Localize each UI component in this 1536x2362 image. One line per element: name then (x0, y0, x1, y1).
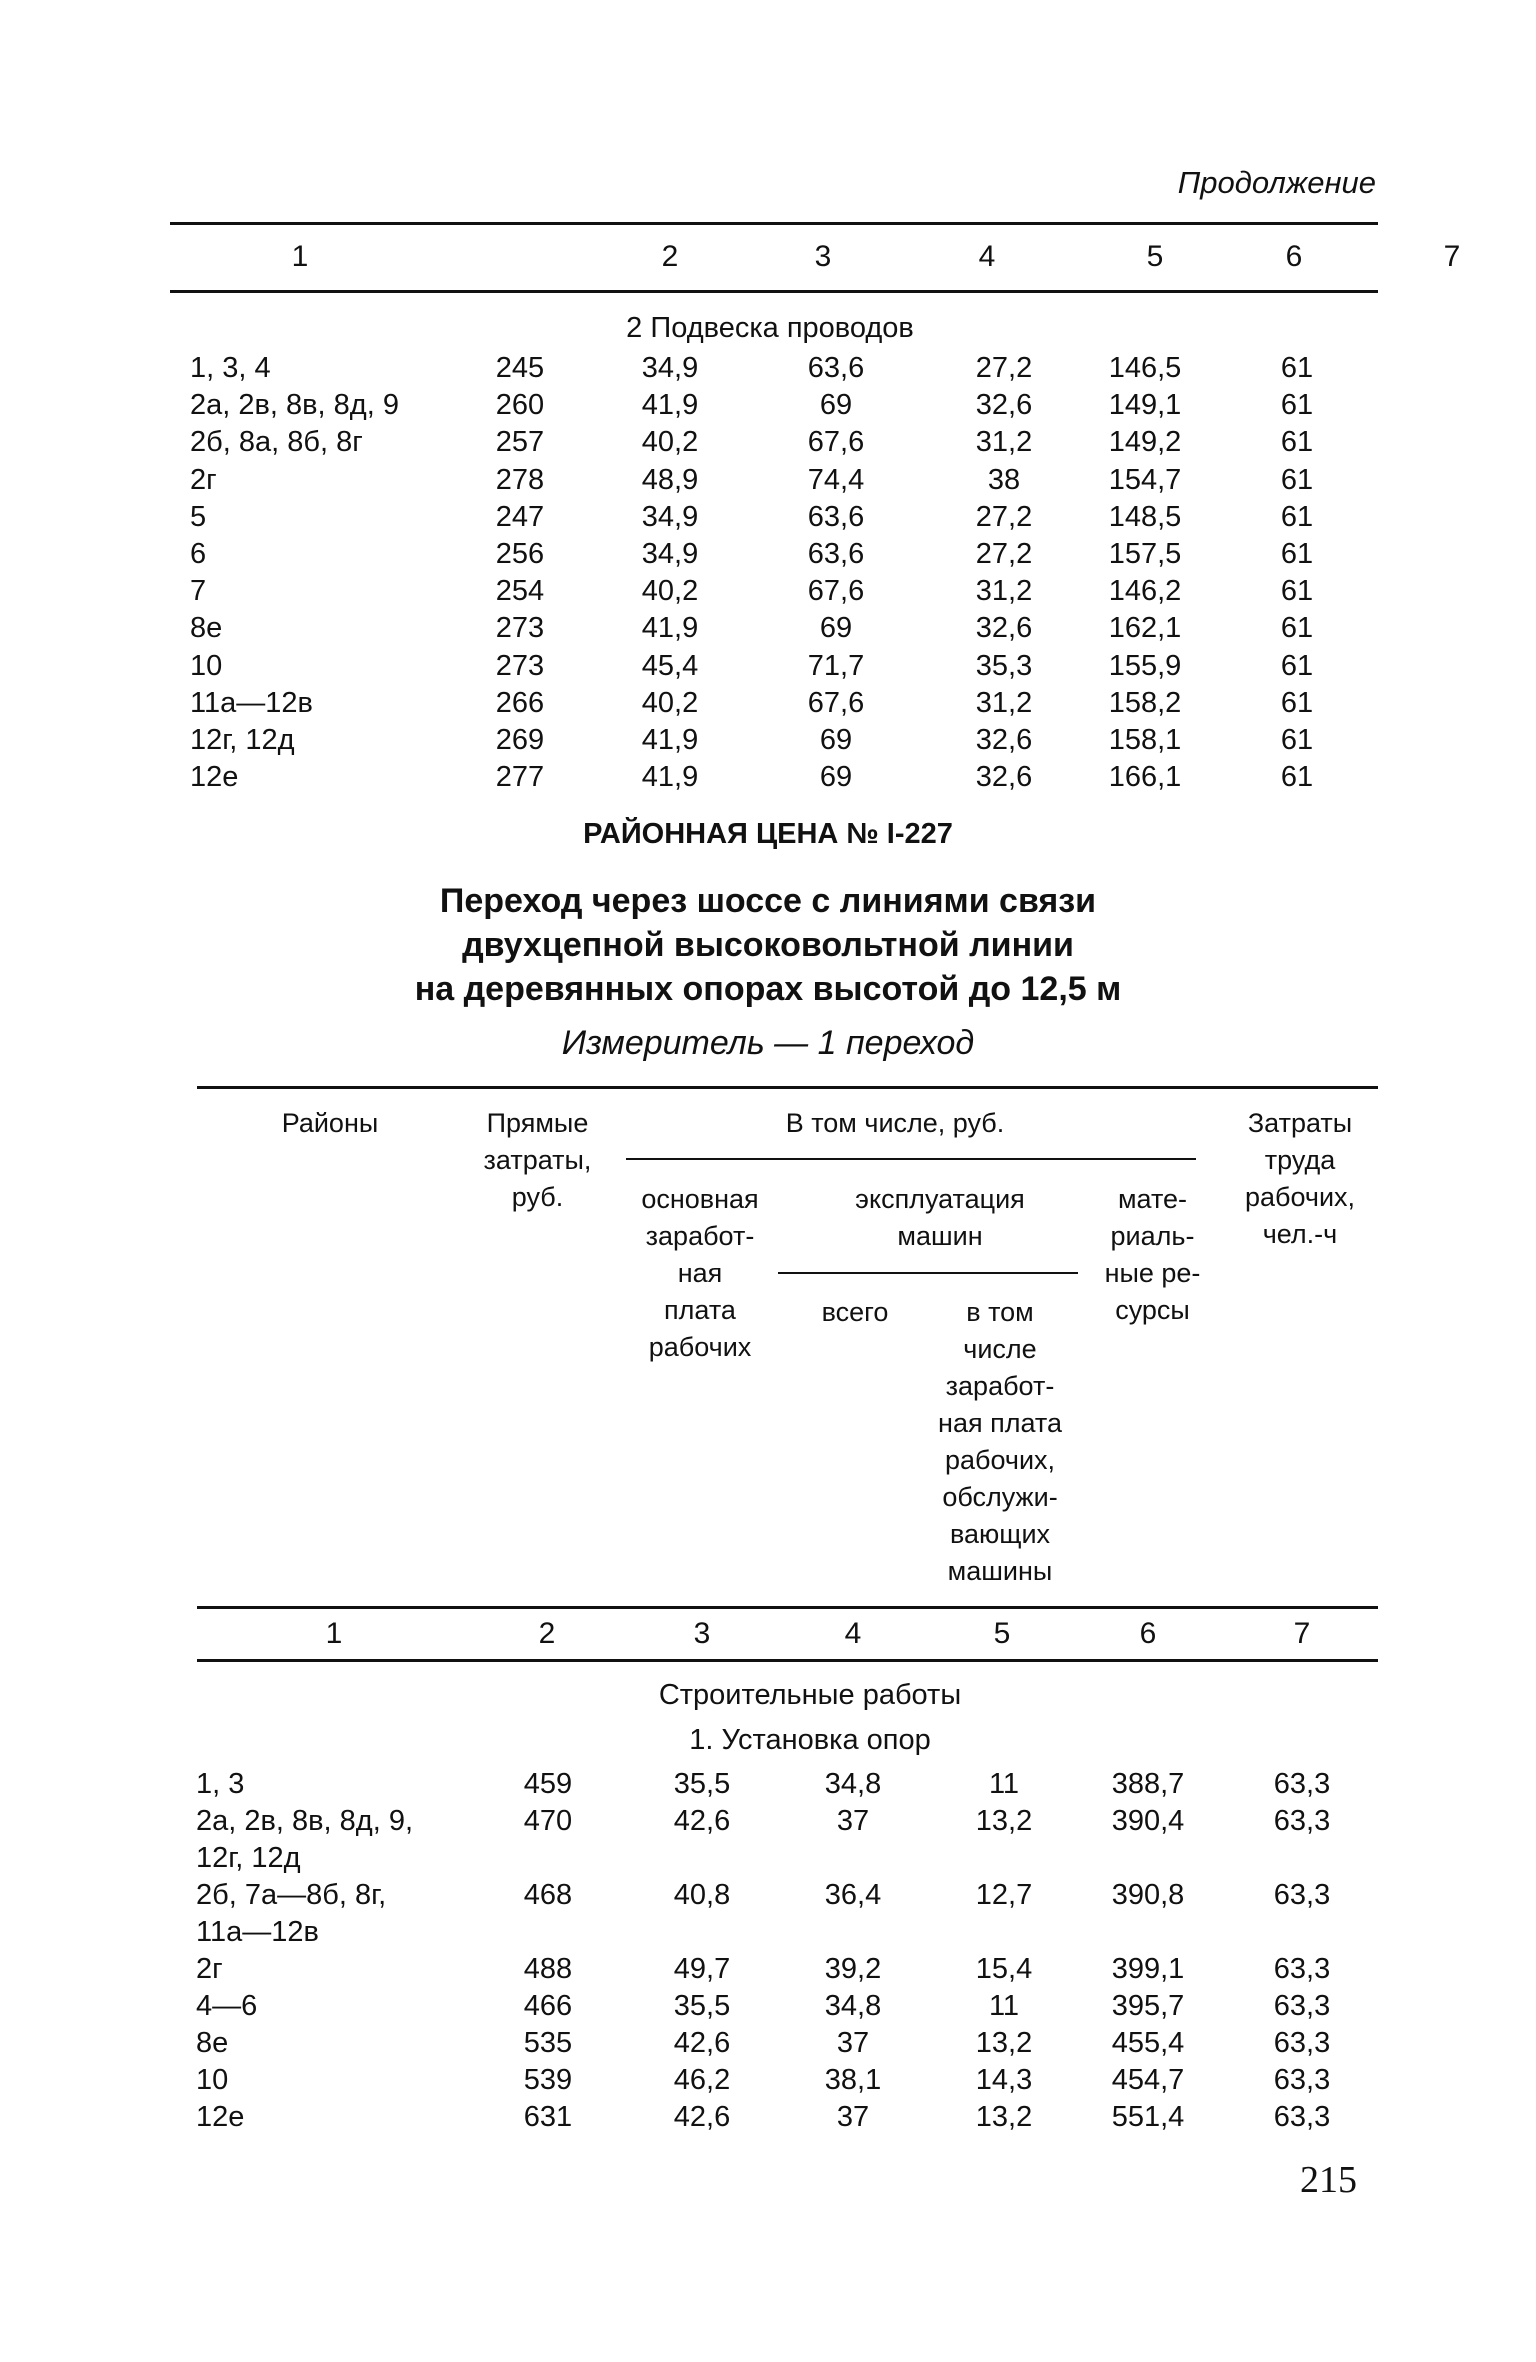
value-cell: 46,2 (673, 2064, 731, 2096)
value-cell: 146,2 (1108, 575, 1182, 608)
value-cell: 32,6 (975, 761, 1033, 794)
value-cell: 63,3 (1273, 1879, 1331, 1911)
column-number: 3 (693, 1617, 711, 1650)
column-number: 7 (1293, 1617, 1311, 1650)
value-cell: 539 (523, 2064, 573, 2096)
value-cell: 74,4 (807, 463, 865, 496)
region-cell: 12г, 12д (196, 1842, 301, 1874)
region-cell: 2а, 2в, 8в, 8д, 9 (190, 389, 399, 422)
value-cell: 14,3 (975, 2064, 1033, 2096)
value-cell: 37 (836, 2101, 870, 2133)
region-cell: 12е (190, 761, 239, 794)
header-labor: Затраты труда рабочих, чел.-ч (1244, 1108, 1356, 1249)
value-cell: 35,3 (975, 649, 1033, 682)
region-cell: 1, 3, 4 (190, 352, 271, 384)
value-cell: 470 (523, 1805, 573, 1837)
header-materials: мате- риаль- ные ре- сурсы (1104, 1184, 1201, 1325)
table-row (0, 536, 1536, 573)
table-row (0, 1951, 1536, 1988)
value-cell: 390,8 (1111, 1879, 1185, 1911)
header-incl-wage: в том числе заработ- ная плата рабочих, обслужи- вающих машины (938, 1297, 1062, 1586)
value-cell: 63,3 (1273, 2064, 1331, 2096)
value-cell: 631 (523, 2101, 573, 2133)
top-rule (170, 222, 1378, 225)
value-cell: 71,7 (807, 649, 865, 682)
value-cell: 535 (523, 2027, 573, 2059)
table-row (0, 685, 1536, 722)
region-cell: 5 (190, 500, 207, 533)
value-cell: 466 (523, 1990, 573, 2022)
region-cell: 10 (190, 649, 223, 682)
value-cell: 39,2 (824, 1953, 882, 1985)
value-cell: 27,2 (975, 538, 1033, 570)
value-cell: 63,6 (807, 352, 865, 384)
table-row (0, 2099, 1536, 2136)
region-cell: 11а—12в (190, 686, 313, 719)
value-cell: 61 (1280, 426, 1314, 459)
value-cell: 31,2 (975, 686, 1033, 719)
value-cell: 11 (988, 1768, 1020, 1800)
value-cell: 459 (523, 1768, 573, 1800)
value-cell: 388,7 (1111, 1768, 1185, 1800)
value-cell: 146,5 (1108, 352, 1182, 384)
table-row (0, 387, 1536, 424)
value-cell: 266 (495, 686, 545, 719)
column-number: 3 (814, 240, 832, 273)
section-subheading: 2 Подвеска проводов (626, 312, 914, 344)
table-row (0, 2025, 1536, 2062)
region-cell: 2г (190, 463, 217, 496)
value-cell: 63,3 (1273, 1805, 1331, 1837)
region-cell: 6 (190, 538, 207, 570)
value-cell: 63,3 (1273, 2027, 1331, 2059)
value-cell: 61 (1280, 649, 1314, 682)
value-cell: 40,2 (641, 426, 699, 459)
value-cell: 31,2 (975, 426, 1033, 459)
value-cell: 61 (1280, 575, 1314, 608)
region-cell: 8е (196, 2027, 229, 2059)
value-cell: 13,2 (975, 2027, 1033, 2059)
value-cell: 13,2 (975, 1805, 1033, 1837)
price-heading: РАЙОННАЯ ЦЕНА № I-227 (583, 818, 953, 850)
value-cell: 63,6 (807, 538, 865, 570)
value-cell: 154,7 (1108, 463, 1182, 496)
title-line: Переход через шоссе с линиями связи (439, 882, 1097, 920)
header-including: В том числе, руб. (785, 1108, 1005, 1138)
value-cell: 63,3 (1273, 1953, 1331, 1985)
value-cell: 166,1 (1108, 761, 1182, 794)
value-cell: 42,6 (673, 1805, 731, 1837)
value-cell: 42,6 (673, 2027, 731, 2059)
column-number: 1 (325, 1617, 343, 1650)
value-cell: 61 (1280, 761, 1314, 794)
value-cell: 158,1 (1108, 724, 1182, 756)
value-cell: 11 (988, 1990, 1020, 2022)
table-row (0, 759, 1536, 796)
column-number-row-bottom (197, 1617, 1378, 1653)
table-row (0, 648, 1536, 685)
table-row (0, 2062, 1536, 2099)
header-regions: Районы (281, 1108, 379, 1138)
header-direct-costs: Прямые затраты, руб. (483, 1108, 592, 1212)
table-row (0, 722, 1536, 759)
value-cell: 34,9 (641, 352, 699, 384)
table-row (0, 573, 1536, 610)
value-cell: 61 (1280, 463, 1314, 496)
value-cell: 49,7 (673, 1953, 731, 1985)
region-cell: 2г (196, 1953, 223, 1985)
header-main-wage: основная заработ- ная плата рабочих (641, 1184, 759, 1362)
value-cell: 12,7 (975, 1879, 1033, 1911)
column-number-row-top (170, 240, 1461, 276)
value-cell: 15,4 (975, 1953, 1033, 1985)
region-cell: 12г, 12д (190, 724, 295, 756)
value-cell: 69 (819, 389, 853, 422)
value-cell: 32,6 (975, 389, 1033, 422)
header-total: всего (821, 1297, 889, 1327)
value-cell: 273 (495, 649, 545, 682)
header-including-rule (626, 1158, 1196, 1160)
value-cell: 41,9 (641, 389, 699, 422)
table-row (0, 350, 1536, 387)
value-cell: 149,1 (1108, 389, 1182, 422)
section-subheading: 1. Установка опор (689, 1724, 931, 1756)
table-row (0, 1988, 1536, 2025)
column-number-rule (197, 1659, 1378, 1662)
value-cell: 34,9 (641, 500, 699, 533)
region-cell: 12е (196, 2101, 245, 2133)
value-cell: 273 (495, 612, 545, 645)
value-cell: 488 (523, 1953, 573, 1985)
title-line: двухцепной высоковольтной линии (462, 926, 1074, 964)
value-cell: 61 (1280, 352, 1314, 384)
page-number: 215 (1300, 2159, 1357, 2201)
value-cell: 257 (495, 426, 545, 459)
column-number: 5 (1146, 240, 1164, 273)
value-cell: 32,6 (975, 724, 1033, 756)
value-cell: 468 (523, 1879, 573, 1911)
header-bottom-rule (197, 1606, 1378, 1609)
table-row (0, 462, 1536, 499)
value-cell: 63,3 (1273, 1990, 1331, 2022)
column-number: 1 (291, 240, 309, 273)
value-cell: 45,4 (641, 649, 699, 682)
value-cell: 38 (987, 463, 1021, 496)
value-cell: 27,2 (975, 500, 1033, 533)
table-row (0, 1766, 1536, 1803)
value-cell: 63,6 (807, 500, 865, 533)
value-cell: 148,5 (1108, 500, 1182, 533)
value-cell: 390,4 (1111, 1805, 1185, 1837)
value-cell: 454,7 (1111, 2064, 1185, 2096)
value-cell: 278 (495, 463, 545, 496)
value-cell: 40,2 (641, 686, 699, 719)
table-row (0, 610, 1536, 647)
column-number: 6 (1139, 1617, 1157, 1650)
value-cell: 40,2 (641, 575, 699, 608)
value-cell: 395,7 (1111, 1990, 1185, 2022)
value-cell: 69 (819, 761, 853, 794)
value-cell: 34,8 (824, 1990, 882, 2022)
measure-unit: Измеритель — 1 переход (561, 1024, 975, 1062)
value-cell: 31,2 (975, 575, 1033, 608)
region-cell: 8е (190, 612, 223, 645)
value-cell: 247 (495, 500, 545, 533)
table-row (0, 1877, 1536, 1951)
value-cell: 269 (495, 724, 545, 756)
value-cell: 149,2 (1108, 426, 1182, 459)
value-cell: 41,9 (641, 724, 699, 756)
value-cell: 399,1 (1111, 1953, 1185, 1985)
value-cell: 254 (495, 575, 545, 608)
value-cell: 36,4 (824, 1879, 882, 1911)
table-row (0, 1803, 1536, 1877)
region-cell: 10 (196, 2064, 229, 2096)
value-cell: 61 (1280, 389, 1314, 422)
value-cell: 27,2 (975, 352, 1033, 384)
column-number: 4 (978, 240, 996, 273)
value-cell: 67,6 (807, 575, 865, 608)
value-cell: 63,3 (1273, 2101, 1331, 2133)
value-cell: 37 (836, 2027, 870, 2059)
region-cell: 7 (190, 575, 207, 608)
value-cell: 35,5 (673, 1768, 731, 1800)
value-cell: 260 (495, 389, 545, 422)
value-cell: 61 (1280, 686, 1314, 719)
value-cell: 32,6 (975, 612, 1033, 645)
region-cell: 1, 3 (196, 1768, 245, 1800)
value-cell: 69 (819, 612, 853, 645)
value-cell: 34,8 (824, 1768, 882, 1800)
value-cell: 41,9 (641, 612, 699, 645)
region-cell: 4—6 (196, 1990, 258, 2022)
table-top-rule (197, 1086, 1378, 1089)
region-cell: 11а—12в (196, 1916, 319, 1948)
table-row (0, 499, 1536, 536)
value-cell: 158,2 (1108, 686, 1182, 719)
column-number: 7 (1443, 240, 1461, 273)
value-cell: 13,2 (975, 2101, 1033, 2133)
continuation-label: Продолжение (1177, 165, 1376, 200)
value-cell: 67,6 (807, 426, 865, 459)
value-cell: 61 (1280, 612, 1314, 645)
header-rule (170, 290, 1378, 293)
value-cell: 155,9 (1108, 649, 1182, 682)
header-machine-rule (778, 1272, 1078, 1274)
column-number: 4 (844, 1617, 862, 1650)
region-cell: 2б, 8а, 8б, 8г (190, 426, 363, 459)
table-row (0, 424, 1536, 461)
value-cell: 61 (1280, 538, 1314, 570)
value-cell: 48,9 (641, 463, 699, 496)
value-cell: 41,9 (641, 761, 699, 794)
value-cell: 256 (495, 538, 545, 570)
value-cell: 37 (836, 1805, 870, 1837)
region-cell: 2б, 7а—8б, 8г, (196, 1879, 387, 1911)
column-number: 2 (538, 1617, 556, 1650)
value-cell: 551,4 (1111, 2101, 1185, 2133)
value-cell: 34,9 (641, 538, 699, 570)
value-cell: 277 (495, 761, 545, 794)
section-heading: Строительные работы (658, 1679, 962, 1711)
value-cell: 38,1 (824, 2064, 882, 2096)
value-cell: 245 (495, 352, 545, 384)
value-cell: 42,6 (673, 2101, 731, 2133)
region-cell: 2а, 2в, 8в, 8д, 9, (196, 1805, 414, 1837)
value-cell: 69 (819, 724, 853, 756)
value-cell: 63,3 (1273, 1768, 1331, 1800)
value-cell: 162,1 (1108, 612, 1182, 645)
value-cell: 35,5 (673, 1990, 731, 2022)
title-line: на деревянных опорах высотой до 12,5 м (414, 970, 1122, 1008)
header-machine-operation: эксплуатация машин (855, 1184, 1025, 1251)
value-cell: 61 (1280, 724, 1314, 756)
column-number: 2 (661, 240, 679, 273)
value-cell: 455,4 (1111, 2027, 1185, 2059)
column-number: 6 (1285, 240, 1303, 273)
value-cell: 67,6 (807, 686, 865, 719)
value-cell: 157,5 (1108, 538, 1182, 570)
value-cell: 40,8 (673, 1879, 731, 1911)
value-cell: 61 (1280, 500, 1314, 533)
column-number: 5 (993, 1617, 1011, 1650)
